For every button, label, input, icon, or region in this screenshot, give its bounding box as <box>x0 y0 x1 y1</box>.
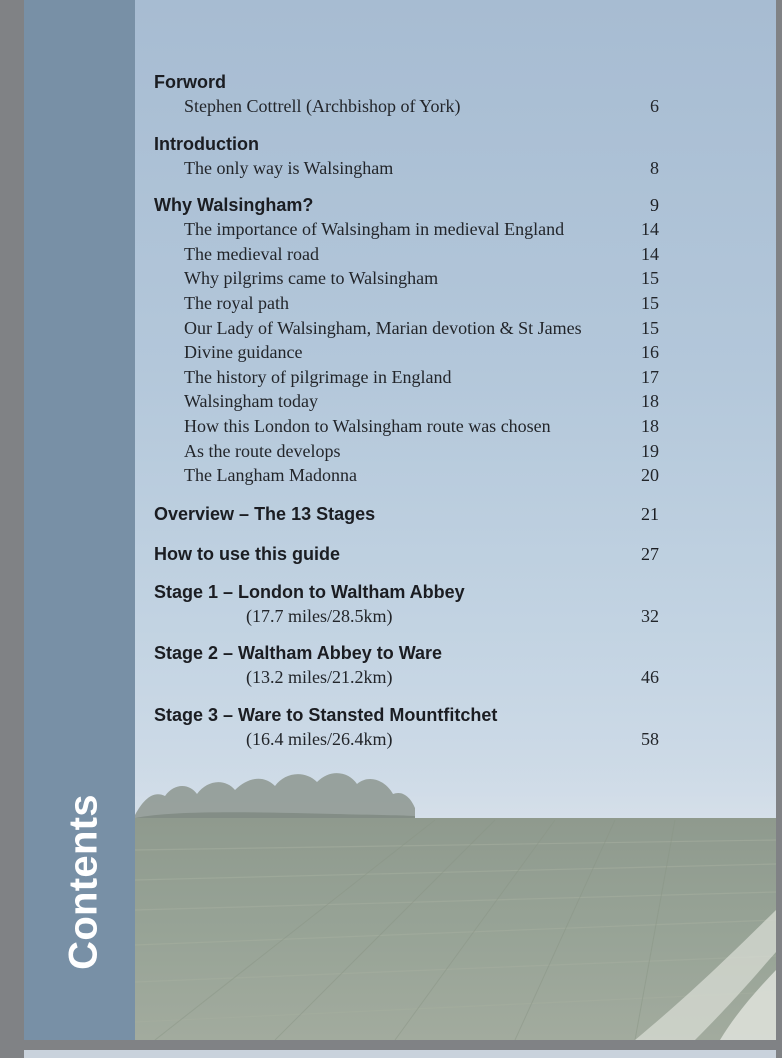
toc-entry-page: 20 <box>641 465 659 486</box>
next-page-edge <box>24 1050 776 1058</box>
toc-entry[interactable] <box>154 266 659 291</box>
toc-section-stage-3 <box>154 703 659 752</box>
toc-entry-page: 32 <box>641 605 659 626</box>
toc-entry-title: How this London to Walsingham route was chosen <box>184 415 551 436</box>
toc-entry-page: 15 <box>641 268 659 289</box>
toc-entry-title: The Langham Madonna <box>184 465 357 486</box>
toc-heading[interactable] <box>154 193 659 217</box>
toc-heading-page: 27 <box>641 543 659 564</box>
toc-section-stage-1 <box>154 580 659 629</box>
toc-entry-title: (17.7 miles/28.5km) <box>246 605 393 626</box>
toc-entry-page: 17 <box>641 366 659 387</box>
book-page <box>24 0 776 1040</box>
toc-entry[interactable] <box>154 242 659 267</box>
toc-entry-page: 15 <box>641 317 659 338</box>
toc-heading[interactable] <box>154 703 659 727</box>
toc-entry-page: 8 <box>650 157 659 178</box>
toc-entry[interactable] <box>154 665 659 690</box>
toc-heading-page: 21 <box>641 503 659 524</box>
toc-section-how-to-use <box>154 542 659 566</box>
toc-heading-title: Stage 3 – Ware to Stansted Mountfitchet <box>154 704 498 725</box>
toc-entry-page: 18 <box>641 391 659 412</box>
toc-heading-title: Why Walsingham? <box>154 195 314 216</box>
toc-entry-page: 14 <box>641 243 659 264</box>
toc-entry[interactable] <box>154 365 659 390</box>
toc-heading-page: 9 <box>650 195 659 216</box>
toc-entry[interactable] <box>154 217 659 242</box>
toc-heading[interactable] <box>154 132 659 156</box>
toc-entry[interactable] <box>154 604 659 629</box>
toc-entry-title: As the route develops <box>184 440 341 461</box>
toc-entry-page: 14 <box>641 219 659 240</box>
toc-entry[interactable] <box>154 291 659 316</box>
toc-entry[interactable] <box>154 156 659 181</box>
toc-entry-title: Stephen Cottrell (Archbishop of York) <box>184 96 461 116</box>
field-photo <box>135 760 776 1040</box>
toc-entry-page: 19 <box>641 440 659 461</box>
toc-heading-title: Introduction <box>154 133 259 154</box>
toc-heading[interactable] <box>154 580 659 604</box>
toc-entry-page: 16 <box>641 342 659 363</box>
contents-spine <box>24 0 135 1040</box>
toc-entry[interactable] <box>154 340 659 365</box>
toc-heading-title: Overview – The 13 Stages <box>154 503 376 524</box>
toc-entry[interactable] <box>154 463 659 488</box>
toc-entry-page: 6 <box>650 96 659 116</box>
toc-heading[interactable] <box>154 502 659 526</box>
toc-entry[interactable] <box>154 389 659 414</box>
toc-section-stage-2 <box>154 641 659 690</box>
spine-title: Contents <box>61 794 106 970</box>
toc-heading-title: Stage 1 – London to Waltham Abbey <box>154 581 465 602</box>
toc-heading-title: Stage 2 – Waltham Abbey to Ware <box>154 643 443 664</box>
toc-entry-title: The history of pilgrimage in England <box>184 366 452 387</box>
toc-entry[interactable] <box>154 414 659 439</box>
toc-entry[interactable] <box>154 316 659 341</box>
toc-entry-title: (16.4 miles/26.4km) <box>246 728 393 749</box>
toc-entry[interactable] <box>154 94 659 119</box>
toc-entry-title: Divine guidance <box>184 342 303 363</box>
toc-entry-page: 18 <box>641 415 659 436</box>
toc-entry-title: The importance of Walsingham in medieval England <box>184 219 565 240</box>
table-of-contents <box>154 70 659 752</box>
toc-entry-title: The medieval road <box>184 243 319 264</box>
toc-entry-title: (13.2 miles/21.2km) <box>246 667 393 688</box>
toc-heading[interactable] <box>154 542 659 566</box>
toc-entry[interactable] <box>154 439 659 464</box>
toc-entry[interactable] <box>154 727 659 752</box>
toc-entry-title: The only way is Walsingham <box>184 157 394 178</box>
toc-section-introduction <box>154 132 659 181</box>
toc-heading-title: Forword <box>154 72 226 92</box>
toc-heading[interactable] <box>154 70 659 94</box>
toc-section-forword <box>154 70 659 119</box>
toc-section-overview <box>154 502 659 526</box>
toc-entry-page: 58 <box>641 728 659 749</box>
toc-entry-title: Our Lady of Walsingham, Marian devotion & St James <box>184 317 582 338</box>
toc-entry-page: 15 <box>641 292 659 313</box>
toc-heading-title: How to use this guide <box>154 543 341 564</box>
toc-heading[interactable] <box>154 641 659 665</box>
toc-section-why-walsingham <box>154 193 659 488</box>
toc-entry-title: Walsingham today <box>184 391 319 412</box>
toc-entry-page: 46 <box>641 667 659 688</box>
toc-entry-title: Why pilgrims came to Walsingham <box>184 268 439 289</box>
toc-entry-title: The royal path <box>184 292 289 313</box>
